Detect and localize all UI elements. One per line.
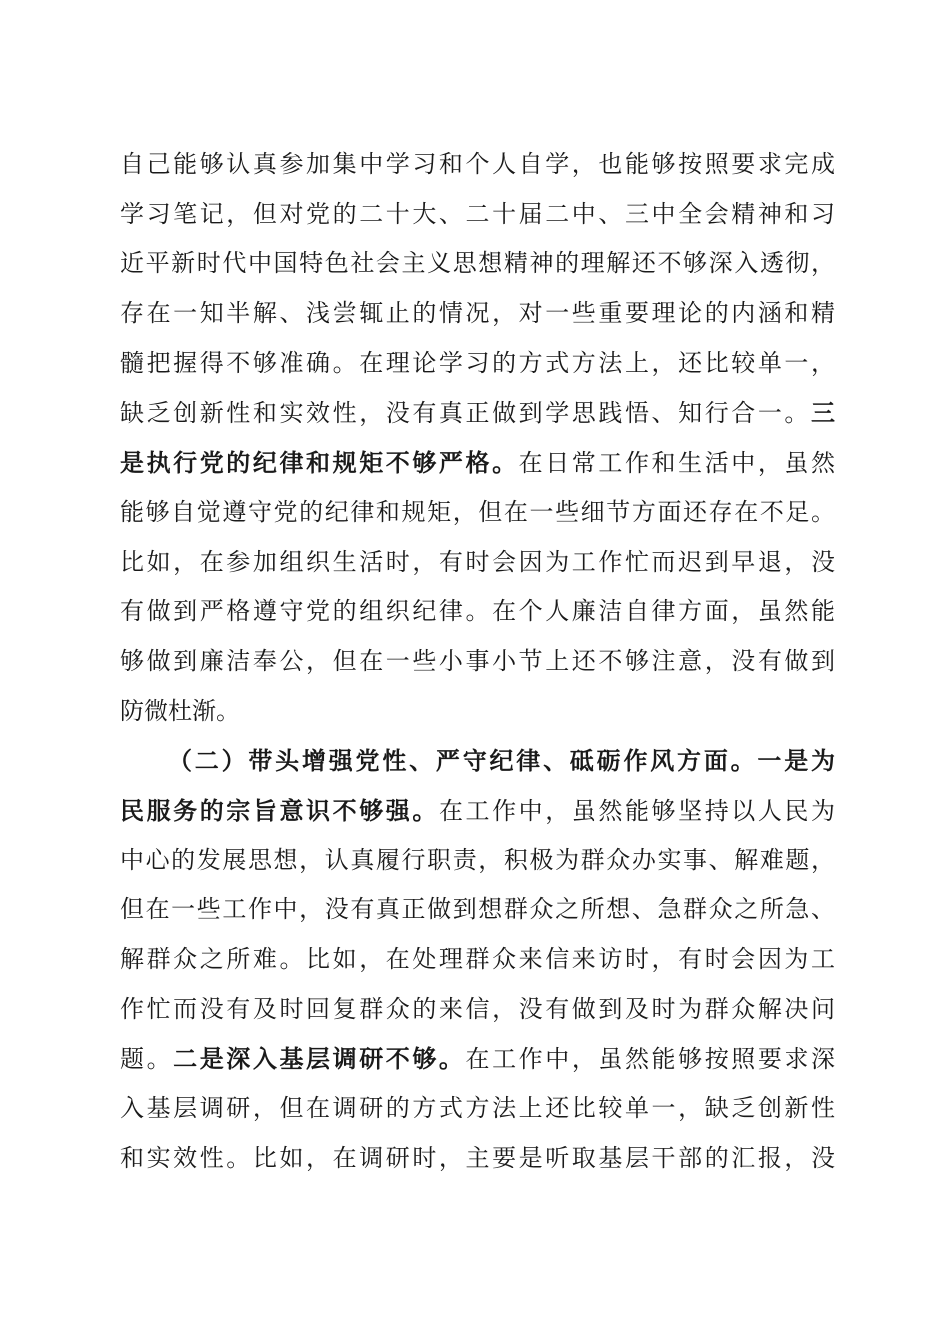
text-segment: 防微杜渐。 bbox=[120, 696, 240, 725]
text-line bbox=[120, 488, 835, 538]
text-segment: 缺乏创新性和实效性，没有真正做到学思践悟、知行合一。 bbox=[120, 399, 811, 428]
text-line bbox=[120, 538, 835, 588]
text-segment: 在工作中，虽然能够按照要求深 bbox=[465, 1045, 835, 1074]
text-segment: 有做到严格遵守党的组织纪律。在个人廉洁自律方面，虽然能 bbox=[120, 597, 835, 626]
text-line bbox=[120, 190, 835, 240]
text-line bbox=[120, 239, 835, 289]
text-line bbox=[120, 140, 835, 190]
text-line bbox=[120, 1134, 835, 1184]
text-segment: 作忙而没有及时回复群众的来信，没有做到及时为群众解决问 bbox=[120, 994, 835, 1023]
text-segment: 能够自觉遵守党的纪律和规矩，但在一些细节方面还存在不足。 bbox=[120, 497, 835, 526]
text-line bbox=[120, 1034, 835, 1084]
text-segment: 中心的发展思想，认真履行职责，积极为群众办实事、解难题， bbox=[120, 845, 835, 874]
text-line bbox=[120, 637, 835, 687]
text-line bbox=[120, 388, 835, 438]
text-line bbox=[120, 438, 835, 488]
text-segment: 解群众之所难。比如，在处理群众来信来访时，有时会因为工 bbox=[120, 945, 835, 973]
body-text bbox=[120, 140, 835, 1183]
text-segment: 入基层调研，但在调研的方式方法上还比较单一，缺乏创新性 bbox=[120, 1094, 835, 1123]
text-line bbox=[120, 1084, 835, 1134]
text-segment: 比如，在参加组织生活时，有时会因为工作忙而迟到早退，没 bbox=[120, 547, 835, 576]
text-line bbox=[120, 587, 835, 637]
bold-text-segment: 三 bbox=[811, 398, 835, 428]
text-line bbox=[120, 985, 835, 1035]
bold-text-segment: 二是深入基层调研不够。 bbox=[173, 1044, 466, 1074]
text-segment: 在工作中，虽然能够坚持以人民为 bbox=[438, 796, 835, 825]
bold-text-segment: 民服务的宗旨意识不够强。 bbox=[120, 795, 439, 825]
text-line bbox=[120, 885, 835, 935]
text-segment: 够做到廉洁奉公，但在一些小事小节上还不够注意，没有做到 bbox=[120, 646, 835, 675]
text-line bbox=[120, 935, 835, 985]
text-line bbox=[120, 836, 835, 886]
text-segment: 学习笔记，但对党的二十大、二十届二中、三中全会精神和习 bbox=[120, 199, 835, 228]
text-line bbox=[120, 687, 835, 737]
text-segment: 和实效性。比如，在调研时，主要是听取基层干部的汇报，没 bbox=[120, 1143, 835, 1172]
text-segment: 自己能够认真参加集中学习和个人自学，也能够按照要求完成 bbox=[120, 150, 835, 178]
text-line bbox=[120, 339, 835, 389]
text-line bbox=[120, 786, 835, 836]
bold-text-segment: （二）带头增强党性、严守纪律、砥砺作风方面。一是为 bbox=[168, 746, 835, 776]
text-segment: 在日常工作和生活中，虽然 bbox=[518, 449, 835, 478]
text-segment: 题。 bbox=[120, 1045, 174, 1074]
text-segment: 髓把握得不够准确。在理论学习的方式方法上，还比较单一， bbox=[120, 348, 835, 377]
text-line bbox=[120, 736, 835, 786]
text-segment: 近平新时代中国特色社会主义思想精神的理解还不够深入透彻， bbox=[120, 249, 835, 278]
bold-text-segment: 是执行党的纪律和规矩不够严格。 bbox=[120, 448, 519, 478]
text-line bbox=[120, 289, 835, 339]
text-segment: 存在一知半解、浅尝辄止的情况，对一些重要理论的内涵和精 bbox=[120, 299, 835, 328]
text-segment: 但在一些工作中，没有真正做到想群众之所想、急群众之所急、 bbox=[120, 895, 835, 924]
